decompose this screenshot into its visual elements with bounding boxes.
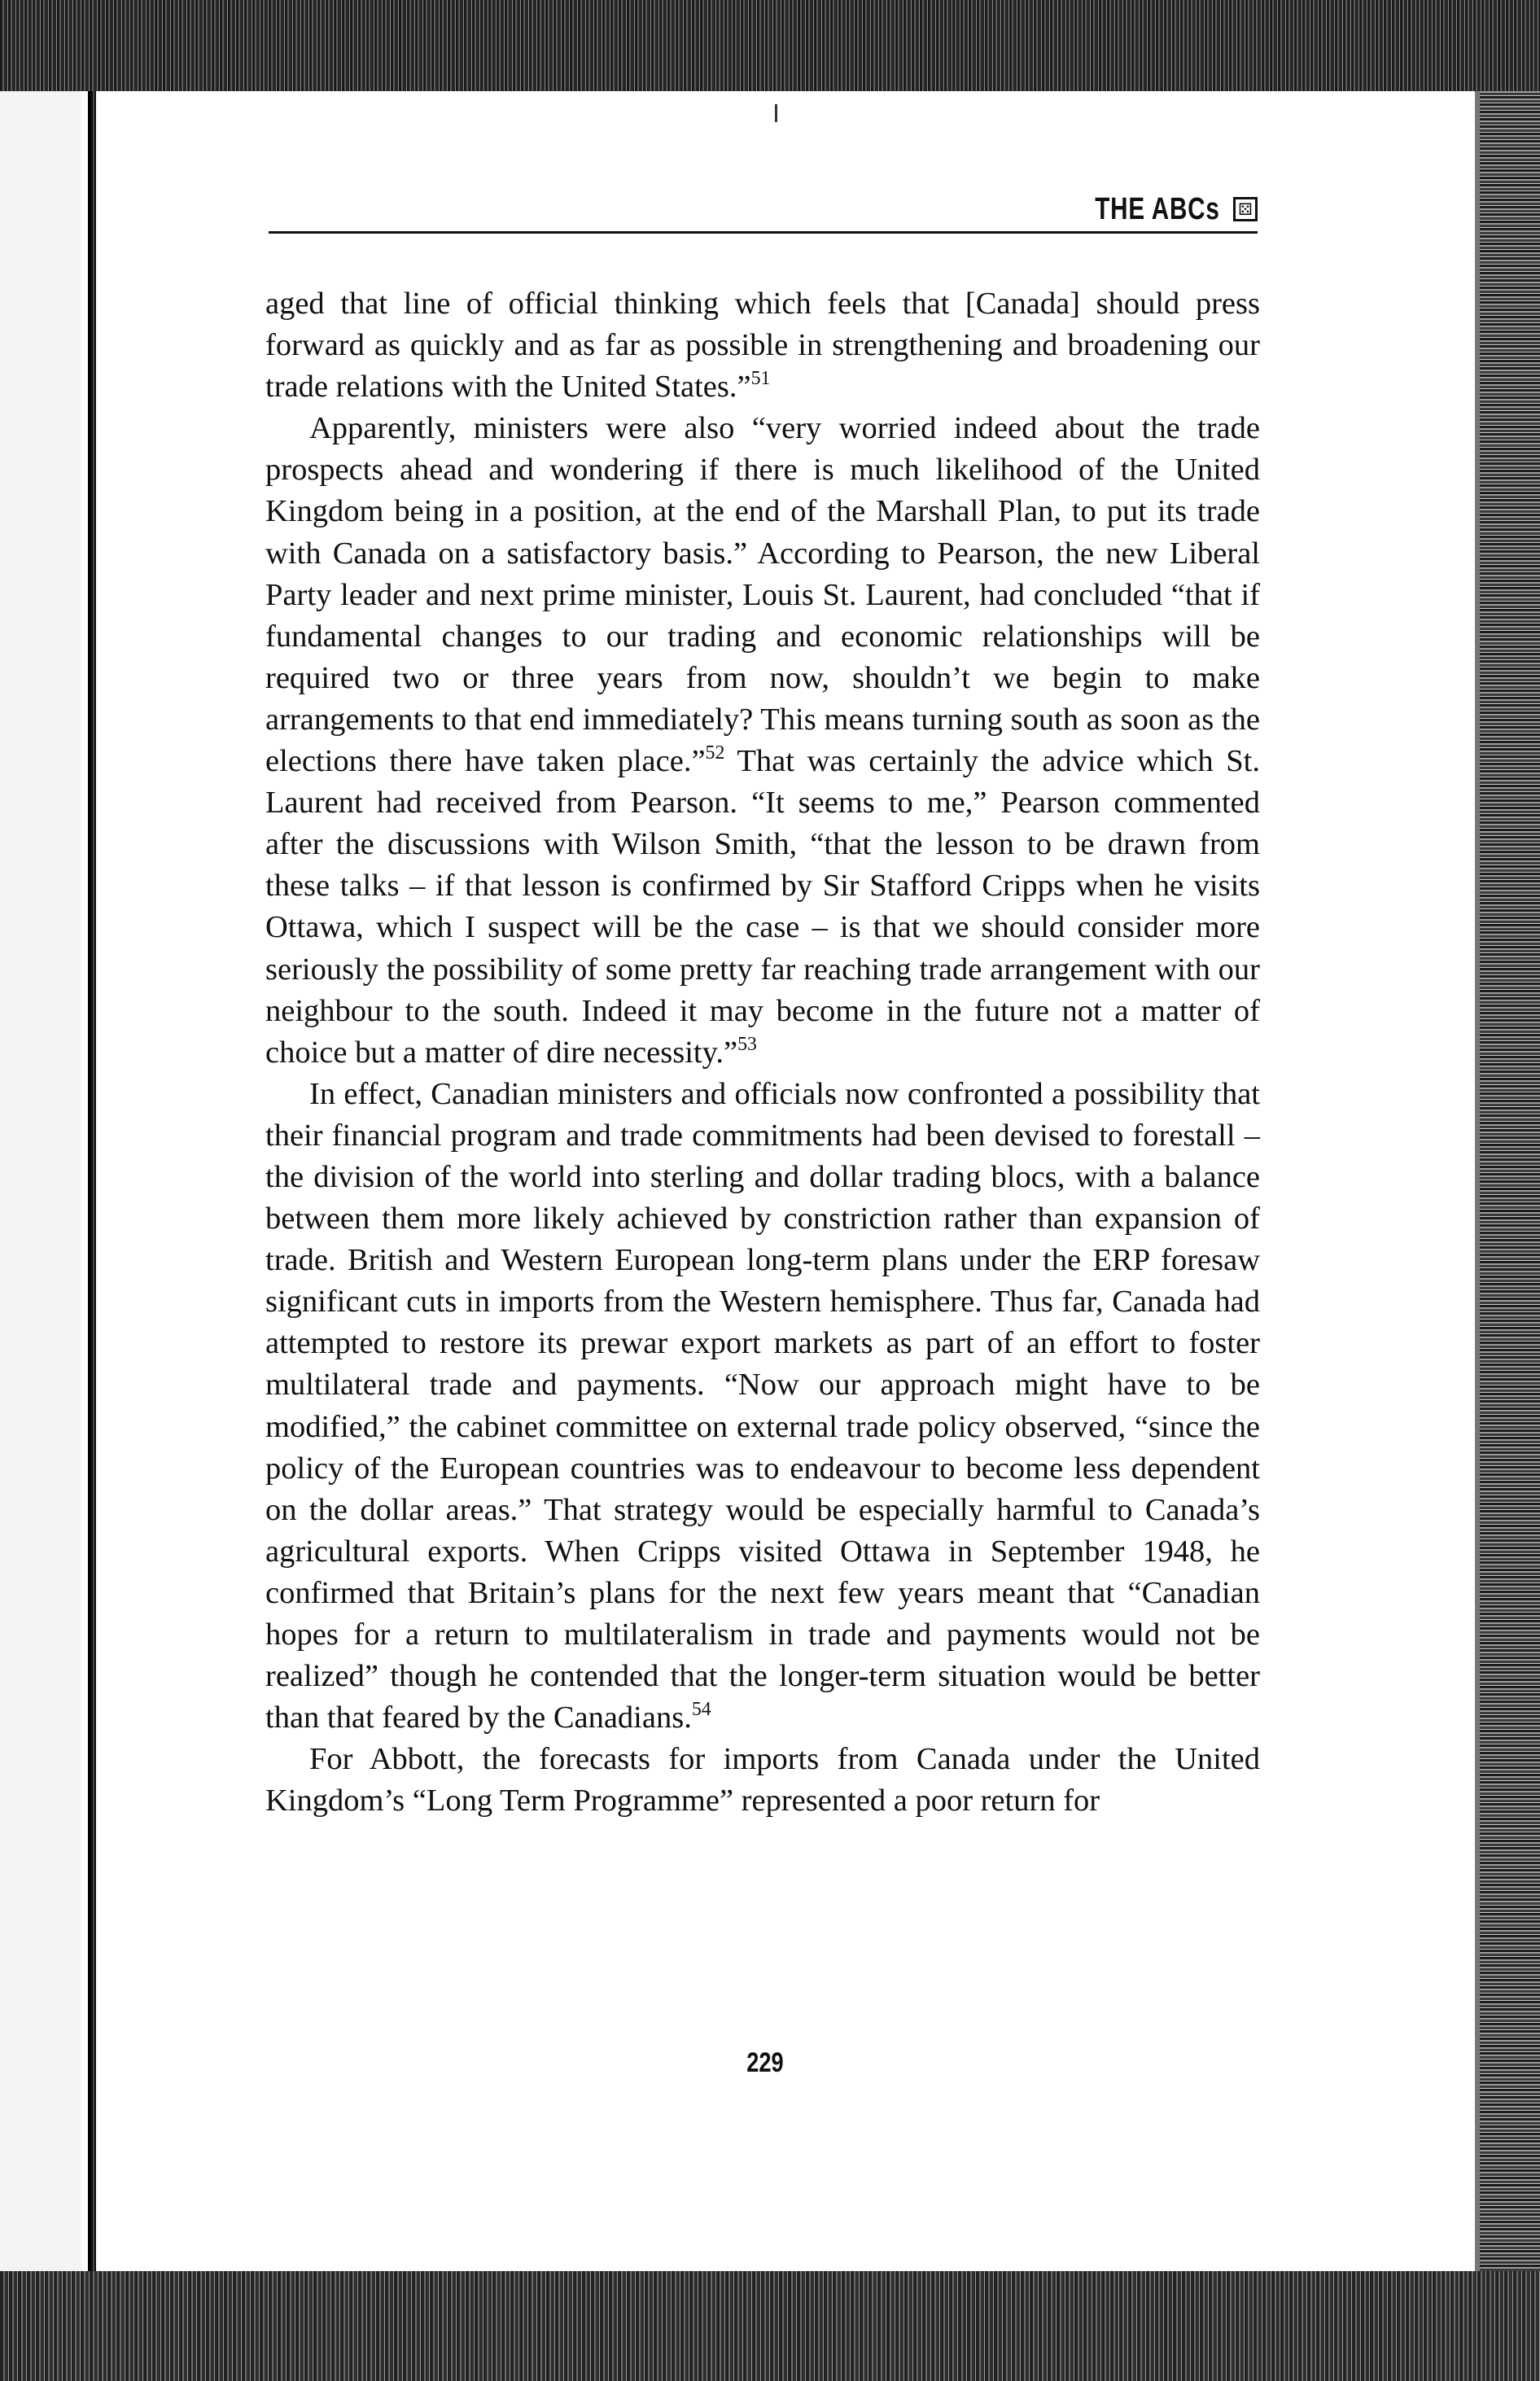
running-head-rule	[269, 231, 1258, 234]
scan-border-right	[1480, 91, 1540, 2271]
paragraph-text: Apparently, ministers were also “very worried indeed about the trade prospects ahead and wondering if there is much likelihood of the United Kingdom being in a position, at the end of the Marshall Plan, to put its trade with Canada on a satisfactory basis.” According to Pearson, the new Liberal Party leader and next prime minister, Louis St. Laurent, had concluded “that if fundamental changes to our trading and economic relationships will be required two or three years from now, shouldn’t we begin to make arrangements to that end immediately? This means turning south as soon as the elections there have taken place.”	[265, 411, 1260, 779]
scan-border-bottom	[0, 2271, 1540, 2381]
body-text	[265, 283, 1260, 1822]
scan-artifact-tick	[775, 104, 777, 122]
scan-border-left	[0, 91, 96, 2271]
running-head	[269, 192, 1258, 231]
ornament-glyph: ⚄	[1238, 199, 1253, 219]
paragraph-text: aged that line of official thinking which feels that [Canada] should press forward as quickly and as far as possible in strengthening and broadening our trade relations with the United States.”	[265, 287, 1260, 405]
binding-shadow	[88, 91, 91, 2271]
paragraph-text: For Abbott, the forecasts for imports from Canada under the United Kingdom’s “Long Term Programme” represented a poor return for	[265, 1742, 1260, 1819]
paragraph-2	[265, 408, 1260, 1074]
paragraph-1	[265, 283, 1260, 408]
paragraph-text-continued: That was certainly the advice which St. Laurent had received from Pearson. “It seems to me,” Pearson commented after the discussions with Wilson Smith, “that the lesson to be drawn from these talks – if that lesson is confirmed by Sir Stafford Cripps when he visits Ottawa, which I suspect will be the case – is that we should consider more seriously the possibility of some pretty far reaching trade arrangement with our neighbour to the south. Indeed it may become in the future not a matter of choice but a matter of dire necessity.”	[265, 744, 1260, 1070]
footnote-ref: 51	[750, 368, 771, 390]
page-number: 229	[746, 2047, 784, 2078]
running-head-title: THE ABCs	[1095, 192, 1220, 226]
paragraph-text: In effect, Canadian ministers and officials now confronted a possibility that their financial program and trade commitments had been devised to forestall – the division of the world into sterling and dollar trading blocs, with a balance between them more likely achieved by constriction rather than expansion of trade. British and Western European long-term plans under the ERP foresaw significant cuts in imports from the Western hemisphere. Thus far, Canada had attempted to restore its prewar export markets as part of an effort to foster multilateral trade and payments. “Now our approach might have to be modified,” the cabinet committee on external trade policy observed, “since the policy of the European countries was to endeavour to become less dependent on the dollar areas.” That strategy would be especially harmful to Canada’s agricultural exports. When Cripps visited Ottawa in September 1948, he confirmed that Britain’s plans for the next few years meant that “Canadian hopes for a return to multilateralism in trade and payments would not be realized” though he contended that the longer-term situation would be better than that feared by the Canadians.	[265, 1076, 1260, 1735]
ornament-icon	[1233, 197, 1258, 221]
paragraph-4	[265, 1739, 1260, 1822]
footnote-ref: 54	[691, 1699, 711, 1721]
binding-shadow-inner	[93, 91, 94, 2271]
footnote-ref: 53	[737, 1033, 757, 1055]
footnote-ref: 52	[705, 742, 725, 764]
scan-border-top	[0, 0, 1540, 91]
paragraph-3	[265, 1074, 1260, 1740]
